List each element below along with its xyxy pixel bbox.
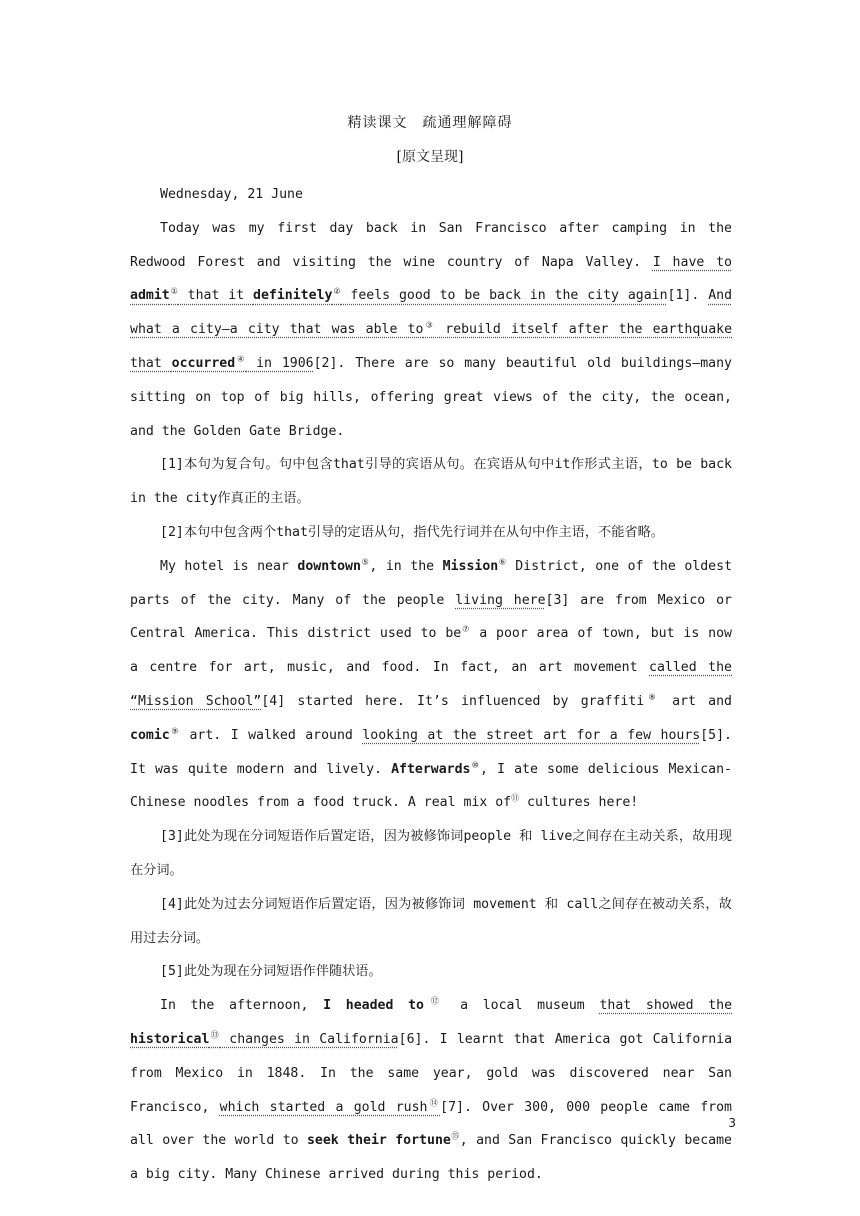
text-run: changes in California	[220, 1031, 399, 1047]
underlined-phrase: called the “Mission School”	[130, 660, 732, 709]
text-run: [6]. I learnt that America got California from Mexico in 1848. In the same year, gold was discovered near San Francisco,	[130, 1031, 733, 1115]
text-run: In the afternoon,	[160, 998, 324, 1014]
vocab-marker: ⑤	[360, 557, 370, 567]
vocab-term: historical	[130, 1031, 210, 1047]
text-run: art. I walked around	[179, 727, 363, 743]
text-run: , in the	[369, 558, 443, 574]
vocab-term: definitely	[253, 288, 333, 304]
vocab-marker: ⑩	[470, 760, 481, 770]
vocab-marker: ⑥	[498, 557, 507, 567]
vocab-marker: ⑮	[450, 1131, 460, 1141]
paragraph-1	[130, 212, 732, 449]
text-run: And what a city—a city that was able to	[130, 288, 733, 338]
text-run: , and San Francisco quickly became a big city. Many Chinese arrived during this period.	[130, 1133, 732, 1183]
note-3: [3]此处为现在分词短语作后置定语，因为被修饰词people 和 live之间存在主动关系，故用现在分词。	[130, 829, 732, 878]
text-run: [3] are from Mexico or Central America. This district used to be	[130, 592, 732, 642]
text-run: District, one of the oldest parts of the city. Many of the people	[130, 558, 733, 608]
text-run: art and	[659, 693, 732, 709]
text-run: I have to	[652, 254, 732, 270]
text-body	[130, 178, 732, 1192]
note-4: [4]此处为过去分词短语作后置定语，因为被修饰词 movement 和 call之间存在被动关系，故用过去分词。	[130, 896, 732, 946]
text-run: My hotel is near	[160, 558, 298, 574]
vocab-marker: ⑪	[511, 793, 520, 803]
vocab-marker: ⑫	[423, 996, 446, 1006]
text-run: a local museum	[445, 998, 600, 1014]
text-run: feels good to be back in the city again	[341, 288, 668, 304]
vocab-marker: ⑭	[427, 1098, 441, 1108]
vocab-marker: ⑦	[461, 624, 471, 634]
underlined-phrase: living here	[455, 592, 546, 608]
text-run: Today was my first day back in San Francisco after camping in the Redwood Forest and visiting the wine country of Napa Valley.	[130, 220, 732, 270]
page-number: 3	[728, 1116, 736, 1130]
vocab-term: seek their fortune	[306, 1133, 451, 1149]
date-line: Wednesday, 21 June	[160, 187, 303, 202]
text-run: cultures here!	[519, 795, 639, 811]
vocab-term: admit	[130, 288, 170, 304]
section-subtitle: [原文呈现]	[396, 149, 464, 165]
vocab-marker: ③	[423, 320, 436, 330]
text-run: in 1906	[246, 355, 314, 371]
vocab-term: Afterwards	[391, 761, 471, 777]
text-run: rebuild itself after the earthquake that	[130, 322, 733, 371]
text-run: [5]. It was quite modern and lively.	[130, 727, 732, 777]
vocab-term: I headed to	[323, 998, 424, 1014]
text-run: [2]. There are so many beautiful old buildings—many sitting on top of big hills, offering great views of the city, the ocean, and the Golden Gate Bridge.	[130, 355, 732, 439]
vocab-term: Mission	[442, 558, 499, 574]
text-run: that showed the	[599, 998, 733, 1014]
vocab-term: comic	[130, 727, 170, 743]
note-2: [2]本句中包含两个that引导的定语从句，指代先行词并在从句中作主语，不能省略。	[160, 524, 664, 540]
vocab-marker: ①	[169, 287, 179, 296]
vocab-term: occurred	[171, 355, 236, 371]
vocab-marker: ⑨	[169, 726, 180, 736]
text-run: [7]. Over 300, 000 people came from all over the world to	[130, 1099, 732, 1149]
note-1: [1]本句为复合句。句中包含that引导的宾语从句。在宾语从句中it作形式主语，to be back in the city作真正的主语。	[130, 457, 732, 507]
vocab-marker: ②	[332, 287, 342, 296]
vocab-term: downtown	[297, 558, 361, 574]
note-ref: [1].	[667, 288, 709, 304]
text-run: , I ate some delicious Mexican-Chinese noodles from a food truck. A real mix of	[130, 761, 732, 811]
text-run: that it	[178, 288, 254, 304]
vocab-marker: ⑬	[209, 1030, 221, 1040]
text-run: [4] started here. It’s influenced by graffiti	[261, 693, 645, 709]
underlined-phrase: looking at the street art for a few hours	[362, 727, 701, 743]
vocab-marker: ⑧	[644, 692, 660, 702]
vocab-marker: ④	[235, 354, 247, 364]
section-title: 精读课文 疏通理解障碍	[347, 115, 513, 131]
note-5: [5]此处为现在分词短语作伴随状语。	[160, 964, 382, 980]
paragraph-2	[130, 550, 732, 820]
paragraph-3	[130, 989, 732, 1192]
text-run: which started a gold rush	[219, 1099, 428, 1115]
underlined-clause	[220, 1100, 440, 1115]
text-run: a poor area of town, but is now a centre for art, music, and food. In fact, an art movement	[130, 626, 732, 676]
